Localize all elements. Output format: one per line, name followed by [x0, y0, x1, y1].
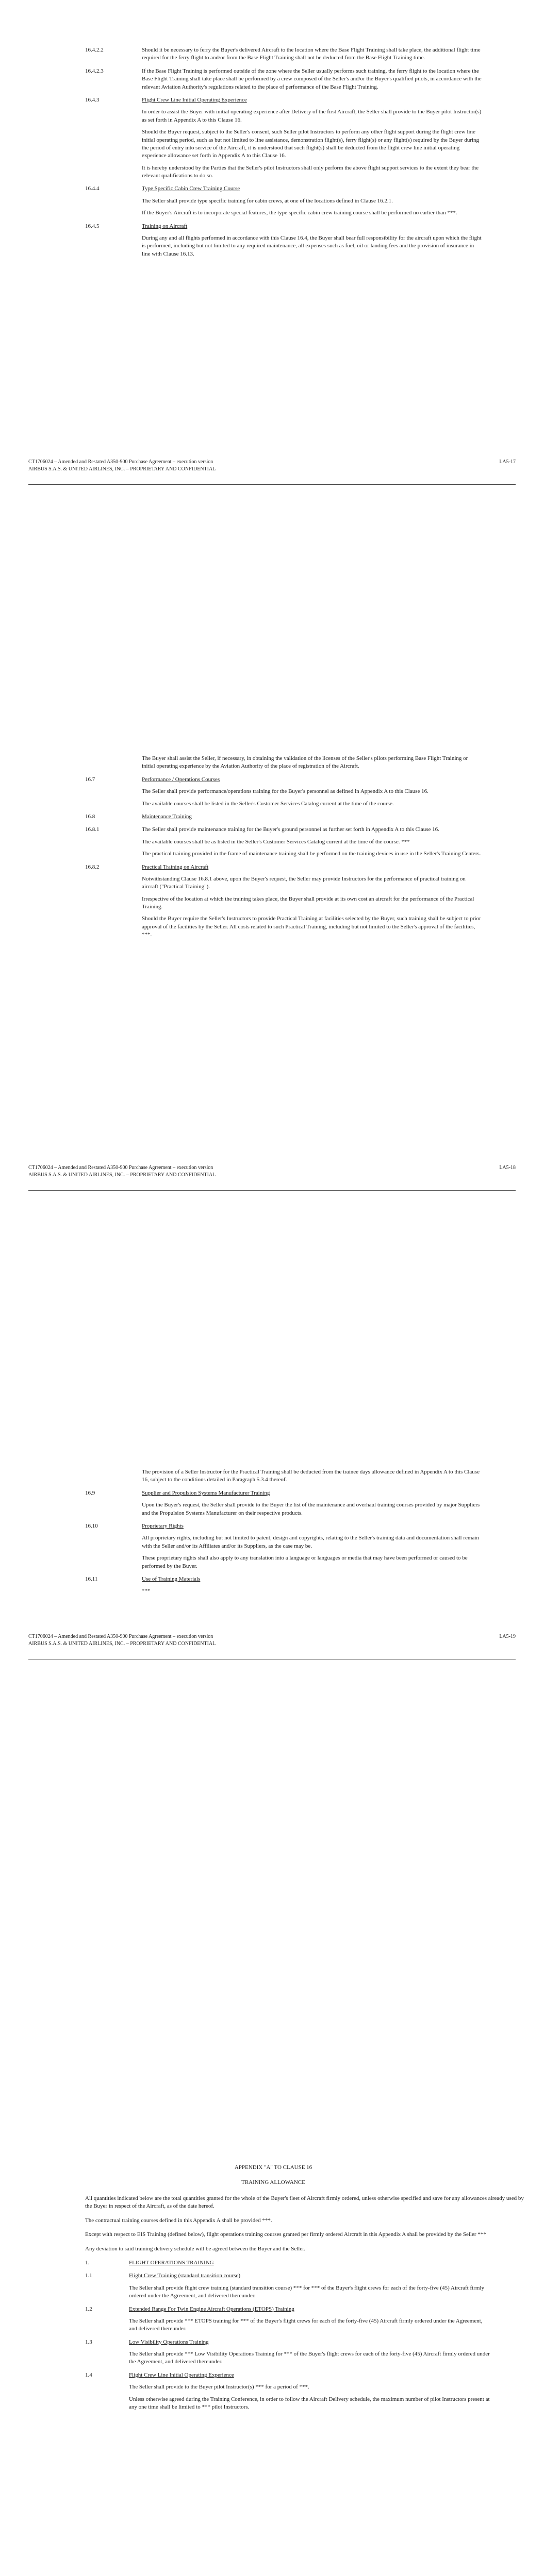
page-la5-18: [0, 703, 544, 1406]
footer-line-1: CT1706024 – Amended and Restated A350-900 Purchase Agreement – execution version: [28, 1634, 213, 1639]
section-number: 16.4.2.3: [85, 67, 104, 74]
page-number: LA5-19: [499, 1634, 516, 1639]
paragraph: The available courses shall be listed in the Seller's Customer Services Catalog current at the time of the course.: [142, 800, 394, 807]
paragraph: Notwithstanding Clause 16.8.1 above, upon the Buyer's request, the Seller may provide Instructors for the performance of practical training on aircraft ("Practical Training").: [142, 875, 466, 890]
section-number: 16.8.2: [85, 863, 100, 870]
paragraph: All quantities indicated below are the total quantities granted for the whole of the Buyer's fleet of Aircraft firmly ordered, unless otherwise specified and save for any allowances already used by the Buyer in respect of the Aircraft, as of the date hereof.: [85, 2195, 524, 2210]
section-16-9: [85, 1489, 482, 1517]
intro-paragraph: The Buyer shall assist the Seller, if necessary, in obtaining the validation of the licenses of the Seller's pilots performing Base Flight Training or initial operating experience by the Aviation Authority of the place of registration of the Aircraft.: [142, 755, 468, 770]
appendix-section-1-4: [85, 2371, 529, 2412]
paragraph: The Seller shall provide to the Buyer pilot Instructor(s) *** for a period of ***.: [129, 2384, 309, 2391]
section-16-4-2-3: [85, 67, 482, 91]
section-number: 16.4.3: [85, 96, 100, 103]
section-heading: Type Specific Cabin Crew Training Course: [142, 185, 240, 192]
section-16-8-1: [85, 826, 482, 858]
paragraph: If the Base Flight Training is performed outside of the zone where the Seller usually performs such training, the ferry flight to the location where the Base Flight Training shall take place shall be performed by a crew composed of the Seller's and/or the Buyer's qualified pilots, in accordance with the relevant Aviation Authority's regulations related to the place of performance of the Base Flight Training.: [142, 67, 482, 90]
paragraph: The Seller shall provide type specific training for cabin crews, at one of the locations defined in Clause 16.2.1.: [142, 197, 393, 204]
section-heading: Training on Aircraft: [142, 223, 188, 229]
section-16-4-5: [85, 223, 482, 259]
appendix-section-1-3: [85, 2338, 529, 2366]
paragraph: In order to assist the Buyer with initial operating experience after Delivery of the first Aircraft, the Seller shall provide to the Buyer pilot Instructor(s) as set forth in Appendix A to this Clause 16.: [142, 109, 482, 123]
section-heading: Proprietary Rights: [142, 1522, 184, 1529]
paragraph: The contractual training courses defined in this Appendix A shall be provided ***.: [85, 2217, 272, 2224]
paragraph: These proprietary rights shall also apply to any translation into a language or languages or media that may have been performed or caused to be performed by the Buyer.: [142, 1555, 468, 1569]
section-number: 16.4.5: [85, 223, 100, 229]
paragraph: It is hereby understood by the Parties that the Seller's pilot Instructors shall only perform the above flight support services to the extent they bear the relevant qualifications to do so.: [142, 164, 479, 179]
page-divider: [28, 484, 516, 485]
paragraph: The Seller shall provide maintenance training for the Buyer's ground personnel as further set forth in Appendix A to this Clause 16.: [142, 826, 439, 833]
paragraph: The Seller shall provide performance/operations training for the Buyer's personnel as defined in Appendix A to this Clause 16.: [142, 788, 428, 795]
section-heading: Flight Crew Training (standard transition course): [129, 2273, 241, 2279]
section-16-4-4: [85, 185, 482, 217]
footer-line-1: CT1706024 – Amended and Restated A350-900 Purchase Agreement – execution version: [28, 1165, 213, 1171]
section-number: 16.4.4: [85, 185, 100, 192]
page-divider: [28, 1190, 516, 1191]
intro-paragraph: The provision of a Seller Instructor for the Practical Training shall be deducted from the trainee days allowance defined in Appendix A to this Clause 16, subject to the conditions detailed in Paragraph 5.3.4 thereof.: [142, 1469, 480, 1483]
paragraph: The available courses shall be as listed in the Seller's Customer Services Catalog current at the time of the course. ***: [142, 838, 410, 845]
footer-line-1: CT1706024 – Amended and Restated A350-900 Purchase Agreement – execution version: [28, 459, 213, 465]
section-16-8: [85, 813, 482, 821]
paragraph: Any deviation to said training delivery schedule will be agreed between the Buyer and the Seller.: [85, 2245, 306, 2252]
page-body: [85, 755, 482, 944]
section-number: 16.9: [85, 1489, 95, 1496]
section-16-4-3: [85, 96, 482, 180]
paragraph: Should it be necessary to ferry the Buyer's delivered Aircraft to the location where the Base Flight Training shall take place, the additional flight time required for the ferry flight to and/or from the Base Flight Training shall not be deducted from the Base Flight Training time.: [142, 47, 481, 61]
section-number: 1.2: [85, 2306, 92, 2312]
section-number: 16.7: [85, 776, 95, 783]
appendix-title: APPENDIX "A" TO CLAUSE 16: [234, 2164, 312, 2171]
appendix-subtitle: TRAINING ALLOWANCE: [241, 2179, 305, 2186]
section-heading: Flight Crew Line Initial Operating Experience: [129, 2371, 234, 2378]
section-heading: Use of Training Materials: [142, 1575, 201, 1582]
paragraph: Except with respect to EIS Training (defined below), flight operations training courses granted per firmly ordered Aircraft in this Appendix A shall be provided by the Seller ***: [85, 2231, 486, 2238]
section-number: 1.1: [85, 2273, 92, 2279]
appendix-heading-block: [52, 2164, 495, 2194]
section-heading: Flight Crew Line Initial Operating Experience: [142, 96, 247, 103]
section-16-7: [85, 776, 482, 808]
paragraph: During any and all flights performed in accordance with this Clause 16.4, the Buyer shall bear full responsibility for the aircraft upon which the flight is performed, including but not limited to any required maintenance, all expenses such as fuel, oil or landing fees and the provision of insurance in line with Clause 16.13.: [142, 235, 482, 257]
paragraph: The Seller shall provide flight crew training (standard transition course) *** for *** of the Buyer's flight crews for each of the forty-five (45) Aircraft firmly ordered under the Agreement, and delivered thereunder.: [129, 2284, 484, 2299]
section-number: 16.11: [85, 1575, 98, 1582]
section-number: 1.3: [85, 2338, 92, 2345]
footer-line-2: AIRBUS S.A.S. & UNITED AIRLINES, INC. – PROPRIETARY AND CONFIDENTIAL: [28, 1172, 216, 1178]
page-body: [85, 46, 482, 263]
appendix-section-1-1: [85, 2272, 529, 2300]
paragraph: Should the Buyer require the Seller's Instructors to provide Practical Training at facilities selected by the Buyer, such training shall be subject to prior approval of the facilities by the Seller. All costs related to such Practical Training, including but not limited to the Seller's approval of the facilities, ***.: [142, 916, 481, 938]
section-heading: Supplier and Propulsion Systems Manufacturer Training: [142, 1489, 270, 1496]
page-la5-19: [0, 1406, 544, 2110]
paragraph: The practical training provided in the frame of maintenance training shall be performed on the training devices in use in the Seller's Training Centers.: [142, 851, 481, 857]
paragraph: The Seller shall provide *** Low Visibility Operations Training for *** of the Buyer's flight crews for each of the forty-five (45) Aircraft firmly ordered under the Agreement, and delivered thereunder.: [129, 2351, 490, 2365]
section-heading: Extended Range For Twin Engine Aircraft Operations (ETOPS) Training: [129, 2306, 294, 2312]
section-heading: Low Visibility Operations Training: [129, 2338, 209, 2345]
section-heading: FLIGHT OPERATIONS TRAINING: [129, 2259, 214, 2266]
paragraph: All proprietary rights, including but not limited to patent, design and copyrights, relating to the Seller's training data and documentation shall remain with the Seller and/or its Affiliates and/or its Suppliers, as the case may be.: [142, 1535, 479, 1549]
section-number: 1.4: [85, 2371, 92, 2378]
page-number: LA5-17: [499, 459, 516, 465]
paragraph: The Seller shall provide *** ETOPS training for *** of the Buyer's flight crews for each of the forty-five (45) Aircraft firmly ordered under the Agreement, and delivered thereunder.: [129, 2317, 483, 2332]
paragraph: Should the Buyer request, subject to the Seller's consent, such Seller pilot Instructors to perform any other flight support during the flight crew line initial operating period, such as but not limited to line assistance, demonstration flight(s), ferry flight(s) or any flight(s) required by the Buyer during the period of entry into service of the Aircraft, it is understood that such flight(s) shall be deducted from the flight crew line initial operating experience allowance set forth in Appendix A to this Clause 16.: [142, 129, 480, 159]
footer-line-2: AIRBUS S.A.S. & UNITED AIRLINES, INC. – PROPRIETARY AND CONFIDENTIAL: [28, 466, 216, 472]
section-heading: Performance / Operations Courses: [142, 776, 220, 783]
section-16-10: [85, 1522, 482, 1570]
section-number: 16.10: [85, 1522, 98, 1529]
section-16-4-2-2: [85, 46, 482, 62]
page-number: LA5-18: [499, 1165, 516, 1171]
section-16-11: [85, 1575, 482, 1596]
appendix-intro: [85, 2195, 529, 2416]
section-number: 16.4.2.2: [85, 47, 104, 53]
appendix-section-1: [85, 2259, 529, 2267]
page-la5-17: [0, 0, 544, 703]
paragraph: Irrespective of the location at which the training takes place, the Buyer shall provide at its own cost an aircraft for the performance of the Practical Training.: [142, 895, 474, 910]
section-number: 16.8: [85, 813, 95, 820]
section-number: 1.: [85, 2259, 90, 2266]
page-la5-20: [0, 2110, 544, 2576]
paragraph: ***: [142, 1588, 151, 1595]
appendix-section-1-2: [85, 2306, 529, 2333]
paragraph: Unless otherwise agreed during the Training Conference, in order to follow the Aircraft Delivery schedule, the maximum number of pilot Instructors present at any one time shall be limited to *** pilot Instructors.: [129, 2396, 490, 2411]
page-body: [85, 1468, 482, 1601]
paragraph: If the Buyer's Aircraft is to incorporate special features, the type specific cabin crew training course shall be performed no earlier than ***.: [142, 210, 457, 216]
section-16-8-2: [85, 863, 482, 939]
section-number: 16.8.1: [85, 826, 100, 833]
paragraph: Upon the Buyer's request, the Seller shall provide to the Buyer the list of the maintenance and overhaul training courses provided by major Suppliers and the Propulsion Systems Manufacturer on their respective products.: [142, 1502, 480, 1516]
footer-line-2: AIRBUS S.A.S. & UNITED AIRLINES, INC. – PROPRIETARY AND CONFIDENTIAL: [28, 1640, 216, 1647]
section-heading: Practical Training on Aircraft: [142, 863, 209, 870]
section-heading: Maintenance Training: [142, 813, 192, 820]
